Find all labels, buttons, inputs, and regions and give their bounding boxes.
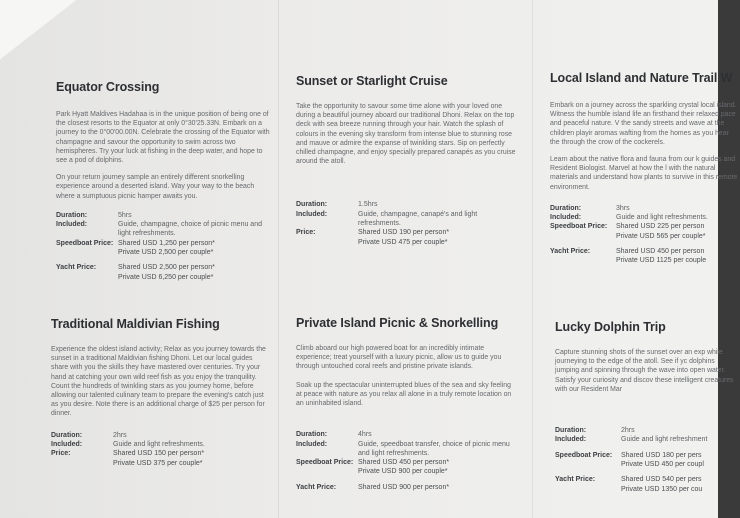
yacht-private-price: Private USD 1350 per cou — [621, 485, 703, 493]
yacht-shared-price: Shared USD 2,500 per person* — [118, 264, 215, 272]
duration-label: Duration: — [51, 431, 83, 439]
included-value: Guide and light refreshments. — [616, 214, 708, 222]
section-title: Traditional Maldivian Fishing — [51, 317, 220, 331]
section-title: Local Island and Nature Trail W — [550, 71, 733, 85]
speedboat-price-label: Speedboat Price: — [296, 459, 354, 467]
speedboat-shared-price: Shared USD 1,250 per person* — [118, 239, 215, 247]
speedboat-private-price: Private USD 450 per coupl — [621, 460, 704, 468]
trip-details — [550, 204, 718, 266]
private-price: Private USD 375 per couple* — [113, 459, 203, 467]
duration-label: Duration: — [56, 211, 88, 219]
yacht-price-label: Yacht Price: — [56, 264, 97, 272]
page-fold-line — [278, 0, 279, 518]
trip-details — [296, 200, 518, 246]
speedboat-shared-price: Shared USD 225 per person — [616, 223, 705, 231]
speedboat-private-price: Private USD 565 per couple* — [616, 232, 706, 240]
description: Take the opportunity to savour some time alone with your loved one during a beautiful journey aboard our traditional Dhoni. Relax on the top deck with sea breeze running through your hair. Watch the splash of colours in the evening sky transform from intense blue to stunning rose and mauve or admire the expanse of twinkling stars. Sip on perfectly chilled champagne, and enjoy specially prepared canapés as you cruise around the atoll. — [296, 103, 516, 166]
description: Capture stunning shots of the sunset over an exp while journeying to the edge of the atoll. See if yc dolphins jumping and spinning through the wave into open water. Satisfy your curiosity and discov these intelligent creatures with our Resident Mar — [555, 349, 734, 393]
included-value: Guide, champagne, choice of picnic menu and light refreshments. — [118, 221, 262, 238]
yacht-price-label: Yacht Price: — [296, 483, 337, 491]
shared-price: Shared USD 190 per person* — [358, 229, 450, 237]
included-label: Included: — [296, 210, 328, 218]
speedboat-shared-price: Shared USD 180 per pers — [621, 451, 702, 459]
trip-details — [51, 431, 271, 468]
description: On your return journey sample an entirely different snorkelling experience around a deserted island. Way your way to the beach where a sumptuous picnic hamper awaits you. — [56, 174, 255, 200]
duration-label: Duration: — [296, 201, 328, 209]
lucky-dolphin-section — [555, 320, 734, 494]
equator-crossing-section — [56, 80, 271, 282]
duration-value: 3hrs — [616, 204, 630, 212]
duration-value: 5hrs — [118, 211, 132, 219]
description: Soak up the spectacular uninterrupted blues of the sea and sky feeling at peace with nature as you relax all alone in a truly remote location on an uninhabited island. — [296, 381, 512, 408]
page-fold-line — [532, 0, 533, 518]
duration-value: 1.5hrs — [358, 201, 378, 209]
price-label: Price: — [51, 450, 71, 458]
section-title: Private Island Picnic & Snorkelling — [296, 316, 499, 330]
yacht-shared-price: Shared USD 450 per person — [616, 248, 705, 256]
included-label: Included: — [555, 436, 587, 444]
yacht-price-label: Yacht Price: — [550, 248, 591, 256]
duration-label: Duration: — [555, 427, 587, 435]
yacht-private-price: Private USD 1125 per couple — [616, 257, 707, 265]
duration-value: 4hrs — [358, 431, 372, 439]
duration-label: Duration: — [550, 204, 582, 212]
section-title: Lucky Dolphin Trip — [555, 320, 666, 334]
included-label: Included: — [550, 214, 582, 222]
description: Climb aboard our high powered boat for an incredibly intimate experience; treat yourself with a luxury picnic, allow us to guide you through untouched coral reefs and pristine private islands. — [296, 345, 502, 371]
duration-label: Duration: — [296, 431, 328, 439]
included-value: Guide and light refreshment — [621, 436, 708, 444]
speedboat-price-label: Speedboat Price: — [56, 239, 114, 247]
trip-details — [555, 426, 718, 494]
trip-details — [56, 211, 271, 282]
description: Park Hyatt Maldives Hadahaa is in the unique position of being one of the closest resorts to the Equator at only 0°30'25.33N. Embark on a journey to the 0°00'00.00N. Celebrate the crossing of the Equator with champagne and savour the opportunity to swim across two hemispheres. Try your luck at fishing in the deep water, and hope to see a pod of dolphins. — [56, 111, 270, 165]
yacht-private-price: Private USD 6,250 per couple* — [118, 273, 214, 281]
description: Experience the oldest island activity; Relax as you journey towards the sunset in a traditional Maldivian fishing Dhoni. Let our local guides share with you the skills they have mastered over centuries. Try your hand at catching your own wild reef fish as you enjoy the tranquility. Count the hundreds of twinkling stars as you journey home, before allowing our talented culinary team to prepare the evening's catch just as you desire. Note there is an additional charge of $25 per person for dinner. — [51, 346, 266, 418]
private-price: Private USD 475 per couple* — [358, 238, 448, 246]
included-label: Included: — [296, 440, 328, 448]
yacht-shared-price: Shared USD 900 per person* — [358, 483, 450, 491]
speedboat-private-price: Private USD 900 per couple* — [358, 468, 448, 476]
included-value: Guide, champagne, canapé's and light refreshments. — [358, 210, 478, 228]
traditional-fishing-section — [51, 317, 271, 468]
speedboat-price-label: Speedboat Price: — [550, 223, 608, 231]
yacht-price-label: Yacht Price: — [555, 476, 596, 484]
private-island-picnic-section — [296, 316, 518, 492]
included-label: Included: — [51, 440, 83, 448]
speedboat-price-label: Speedboat Price: — [555, 451, 613, 459]
duration-value: 2hrs — [621, 427, 635, 435]
duration-value: 2hrs — [113, 431, 127, 439]
section-title: Equator Crossing — [56, 80, 160, 94]
speedboat-private-price: Private USD 2,500 per couple* — [118, 249, 214, 257]
description: Embark on a journey across the sparkling crystal local island. Witness the humble island life an firsthand their relaxed pace and peaceful nature. V the sandy streets and wave at the children playir aromas wafting from the homes as you hear the through the crow of the cockerels. — [550, 102, 737, 146]
speedboat-shared-price: Shared USD 450 per person* — [358, 459, 450, 467]
yacht-shared-price: Shared USD 540 per pers — [621, 476, 702, 484]
included-value: Guide and light refreshments. — [113, 440, 205, 448]
price-label: Price: — [296, 229, 316, 237]
local-island-section — [550, 71, 738, 266]
folded-corner — [0, 0, 84, 64]
shared-price: Shared USD 150 per person* — [113, 450, 205, 458]
sunset-cruise-section — [296, 74, 518, 247]
included-label: Included: — [56, 221, 88, 229]
description: Learn about the native flora and fauna from our k guides and Resident Biologist. Marvel at how the l with the natural materials and understand how plants to survive in this remote environment. — [550, 156, 738, 191]
section-title: Sunset or Starlight Cruise — [296, 74, 448, 88]
included-value: Guide, speedboat transfer, choice of picnic menu and light refreshments. — [358, 440, 510, 457]
trip-details — [296, 430, 518, 492]
